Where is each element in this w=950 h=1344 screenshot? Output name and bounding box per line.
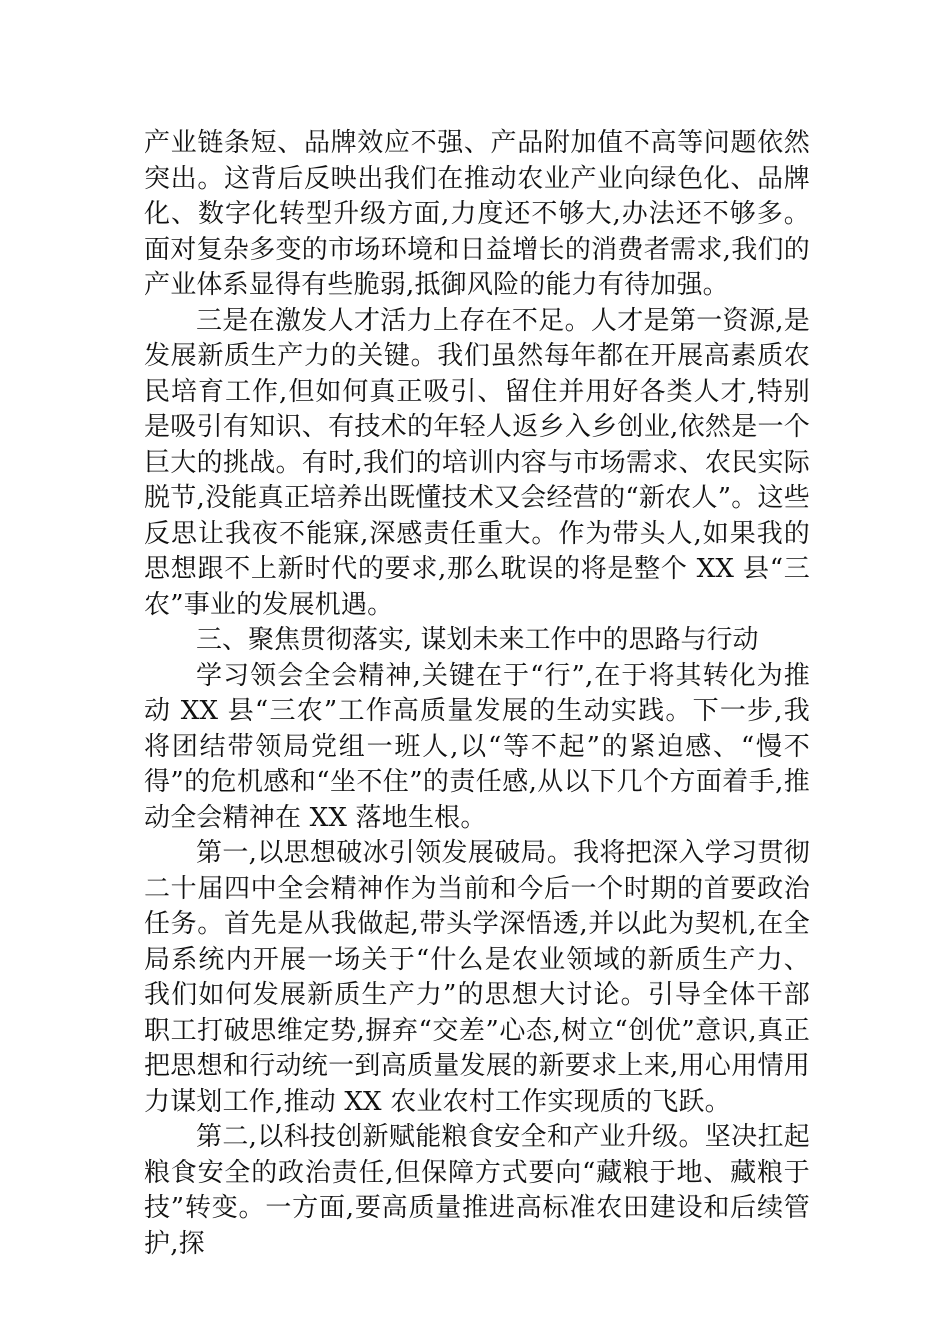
section-heading-three: 三、聚焦贯彻落实, 谋划未来工作中的思路与行动 <box>196 625 759 655</box>
paragraph-first-thought: 第一,以思想破冰引领发展破局。我将把深入学习贯彻二十届四中全会精神作为当前和今后一个时期的首要政治任务。首先是从我做起,带头学深悟透,并以此为契机,在全局系统内开展一场关于“什么是农业领域的新质生产力、我们如何发展新质生产力”的思想大讨论。引导全体干部职工打破思维定势,摒弃“交差”心态,树立“创优”意识,真正把思想和行动统一到高质量发展的新要求上来,用心用情用力谋划工作,推动 XX 农业农村工作实现质的飞跃。 <box>144 838 810 1117</box>
paragraph-second-technology: 第二,以科技创新赋能粮食安全和产业升级。坚决扛起粮食安全的政治责任,但保障方式要向“藏粮于地、藏粮于技”转变。一方面,要高质量推进高标准农田建设和后续管护,探 <box>144 1122 810 1259</box>
paragraph-implementation: 学习领会全会精神,关键在于“行”,在于将其转化为推动 XX 县“三农”工作高质量发展的生动实践。下一步,我将团结带领局党组一班人,以“等不起”的紧迫感、“慢不得”的危机感和“坐不住”的责任感,从以下几个方面着手,推动全会精神在 XX 落地生根。 <box>144 660 810 833</box>
document-body <box>144 126 810 1262</box>
paragraph-industry-chain: 产业链条短、品牌效应不强、产品附加值不高等问题依然突出。这背后反映出我们在推动农业产业向绿色化、品牌化、数字化转型升级方面,力度还不够大,办法还不够多。面对复杂多变的市场环境和日益增长的消费者需求,我们的产业体系显得有些脆弱,抵御风险的能力有待加强。 <box>144 128 810 300</box>
paragraph-talent-shortage: 三是在激发人才活力上存在不足。人才是第一资源,是发展新质生产力的关键。我们虽然每年都在开展高素质农民培育工作,但如何真正吸引、留住并用好各类人才,特别是吸引有知识、有技术的年轻人返乡入乡创业,依然是一个巨大的挑战。有时,我们的培训内容与市场需求、农民实际脱节,没能真正培养出既懂技术又会经营的“新农人”。这些反思让我夜不能寐,深感责任重大。作为带头人,如果我的思想跟不上新时代的要求,那么耽误的将是整个 XX 县“三农”事业的发展机遇。 <box>144 305 810 620</box>
